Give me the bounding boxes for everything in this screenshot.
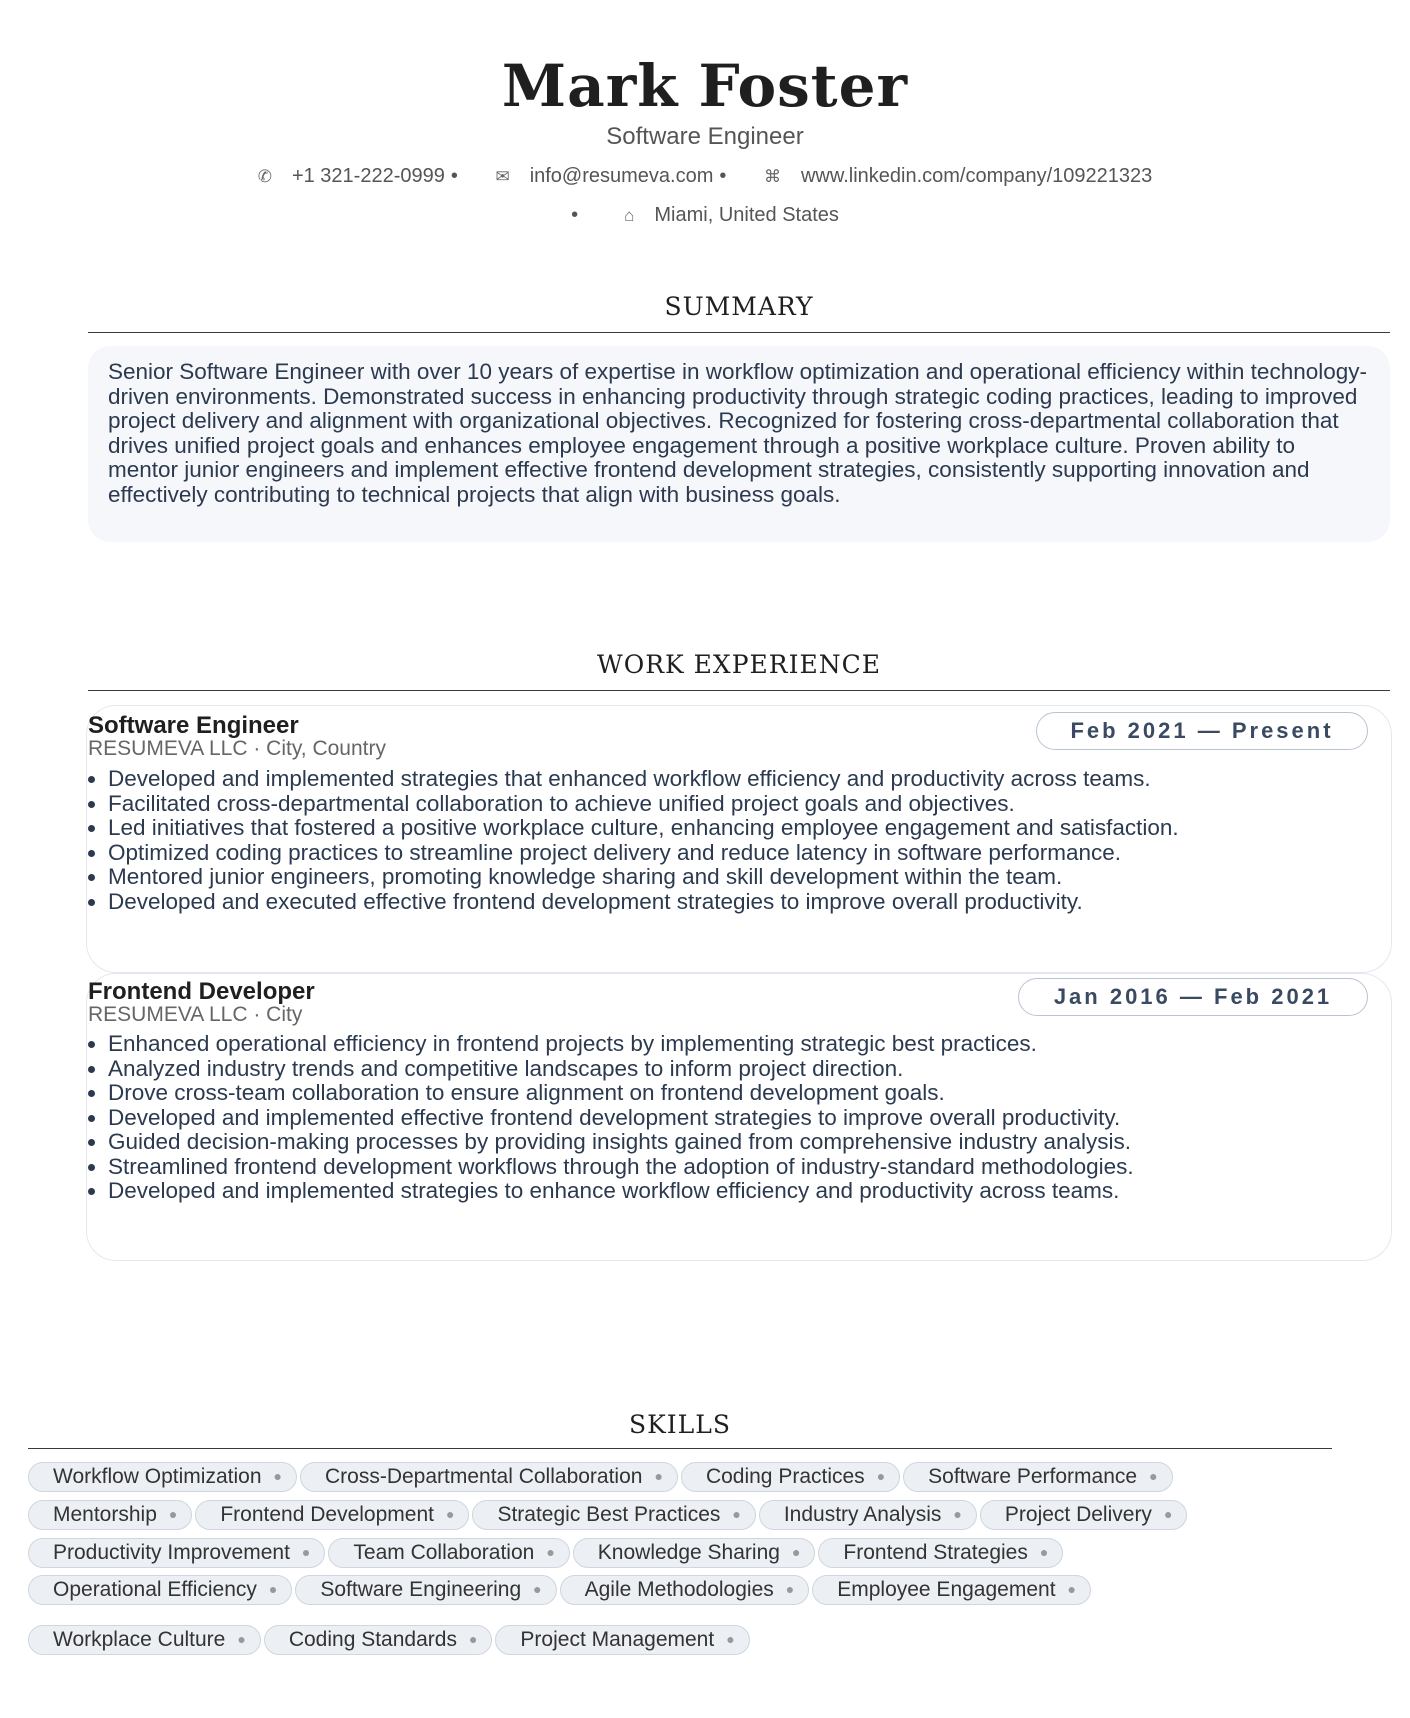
mail-icon: ✉ — [495, 167, 510, 186]
job-bullets — [86, 767, 1179, 914]
list-item: • Guided decision-making processes by providing insights gained from comprehensive industry analysis. — [108, 1130, 1134, 1155]
phone-number: +1 321-222-0999 • — [291, 165, 458, 187]
job-company: RESUMEVA LLC · City — [88, 1003, 303, 1026]
skill-chip: Coding Standards ● — [264, 1625, 493, 1655]
list-item: • Streamlined frontend development workflows through the adoption of industry-standard methodologies. — [108, 1155, 1134, 1180]
summary-text: Senior Software Engineer with over 10 years of expertise in workflow optimization and operational efficiency within technology-driven environments. Demonstrated success in enhancing productivity through strategic coding practices, leading to improved project delivery and alignment with organizational objectives. Recognized for fostering cross-departmental collaboration that drives unified project goals and enhances employee engagement through a positive workplace culture. Proven ability to mentor junior engineers and implement effective frontend development strategies, consistently supporting innovation and effectively contributing to technical projects that align with business goals. — [88, 346, 1390, 542]
job-company: RESUMEVA LLC · City, Country — [88, 737, 386, 760]
last-name: Foster — [698, 52, 909, 120]
list-item: • Analyzed industry trends and competitive landscapes to inform project direction. — [108, 1057, 1134, 1082]
list-item: • Drove cross-team collaboration to ensure alignment on frontend development goals. — [108, 1081, 1134, 1106]
skill-chip: Operational Efficiency ● — [28, 1575, 292, 1605]
list-item: • Mentored junior engineers, promoting knowledge sharing and skill development within the team. — [108, 865, 1179, 890]
skill-chip: Mentorship ● — [28, 1500, 192, 1530]
skill-chip: Employee Engagement ● — [812, 1575, 1091, 1605]
contact-row — [0, 165, 1410, 188]
job-dates: Feb 2021 — Present — [1036, 712, 1368, 750]
summary-divider — [88, 332, 1390, 333]
job-dates: Jan 2016 — Feb 2021 — [1018, 978, 1368, 1016]
skill-row — [28, 1500, 1190, 1530]
skill-row — [28, 1625, 753, 1655]
location-text: Miami, United States — [654, 204, 839, 226]
candidate-name — [0, 52, 1410, 120]
experience-title: WORK EXPERIENCE — [597, 650, 881, 679]
list-item: • Enhanced operational efficiency in frontend projects by implementing strategic best practices. — [108, 1032, 1134, 1057]
skill-row — [28, 1538, 1066, 1568]
skill-chip: Workflow Optimization ● — [28, 1462, 297, 1492]
skills-title: SKILLS — [628, 1410, 731, 1439]
skill-chip: Workplace Culture ● — [28, 1625, 261, 1655]
email-address[interactable]: info@resumeva.com • — [529, 165, 727, 187]
skill-chip: Software Engineering ● — [295, 1575, 556, 1605]
skill-chip: Frontend Strategies ● — [818, 1538, 1063, 1568]
skill-chip: Coding Practices ● — [681, 1462, 900, 1492]
list-item: • Developed and implemented strategies that enhanced workflow efficiency and productivity across teams. — [108, 767, 1179, 792]
skill-row — [28, 1575, 1094, 1605]
job-title: Software Engineer — [88, 712, 299, 739]
skill-row — [28, 1462, 1176, 1492]
first-name: Mark — [501, 52, 679, 120]
skill-chip: Software Performance ● — [903, 1462, 1172, 1492]
candidate-role: Software Engineer — [606, 123, 804, 150]
location-row — [0, 204, 1410, 227]
location-separator: • — [571, 204, 579, 226]
skill-chip: Knowledge Sharing ● — [573, 1538, 816, 1568]
skill-chip: Agile Methodologies ● — [560, 1575, 810, 1605]
phone-icon: ✆ — [257, 167, 272, 186]
link-icon: ⌘ — [763, 167, 781, 186]
skill-chip: Project Delivery ● — [980, 1500, 1188, 1530]
list-item: • Developed and executed effective frontend development strategies to improve overall productivity. — [108, 890, 1179, 915]
home-icon: ⌂ — [624, 206, 635, 225]
list-item: • Optimized coding practices to streamline project delivery and reduce latency in software performance. — [108, 841, 1179, 866]
skill-chip: Team Collaboration ● — [328, 1538, 569, 1568]
list-item: • Developed and implemented effective frontend development strategies to improve overall productivity. — [108, 1106, 1134, 1131]
skill-chip: Strategic Best Practices ● — [472, 1500, 755, 1530]
skill-chip: Productivity Improvement ● — [28, 1538, 325, 1568]
job-title: Frontend Developer — [88, 978, 315, 1005]
experience-divider — [88, 690, 1390, 691]
list-item: • Facilitated cross-departmental collaboration to achieve unified project goals and objectives. — [108, 792, 1179, 817]
skill-chip: Industry Analysis ● — [759, 1500, 977, 1530]
skills-divider — [28, 1448, 1332, 1449]
skill-chip: Frontend Development ● — [195, 1500, 469, 1530]
list-item: • Developed and implemented strategies to enhance workflow efficiency and productivity across teams. — [108, 1179, 1134, 1204]
skill-chip: Project Management ● — [495, 1625, 749, 1655]
job-bullets — [86, 1032, 1134, 1204]
list-item: • Led initiatives that fostered a positive workplace culture, enhancing employee engagement and satisfaction. — [108, 816, 1179, 841]
summary-title: SUMMARY — [664, 292, 814, 321]
linkedin-link[interactable]: www.linkedin.com/company/109221323 — [800, 165, 1153, 187]
skill-chip: Cross-Departmental Collaboration ● — [300, 1462, 678, 1492]
